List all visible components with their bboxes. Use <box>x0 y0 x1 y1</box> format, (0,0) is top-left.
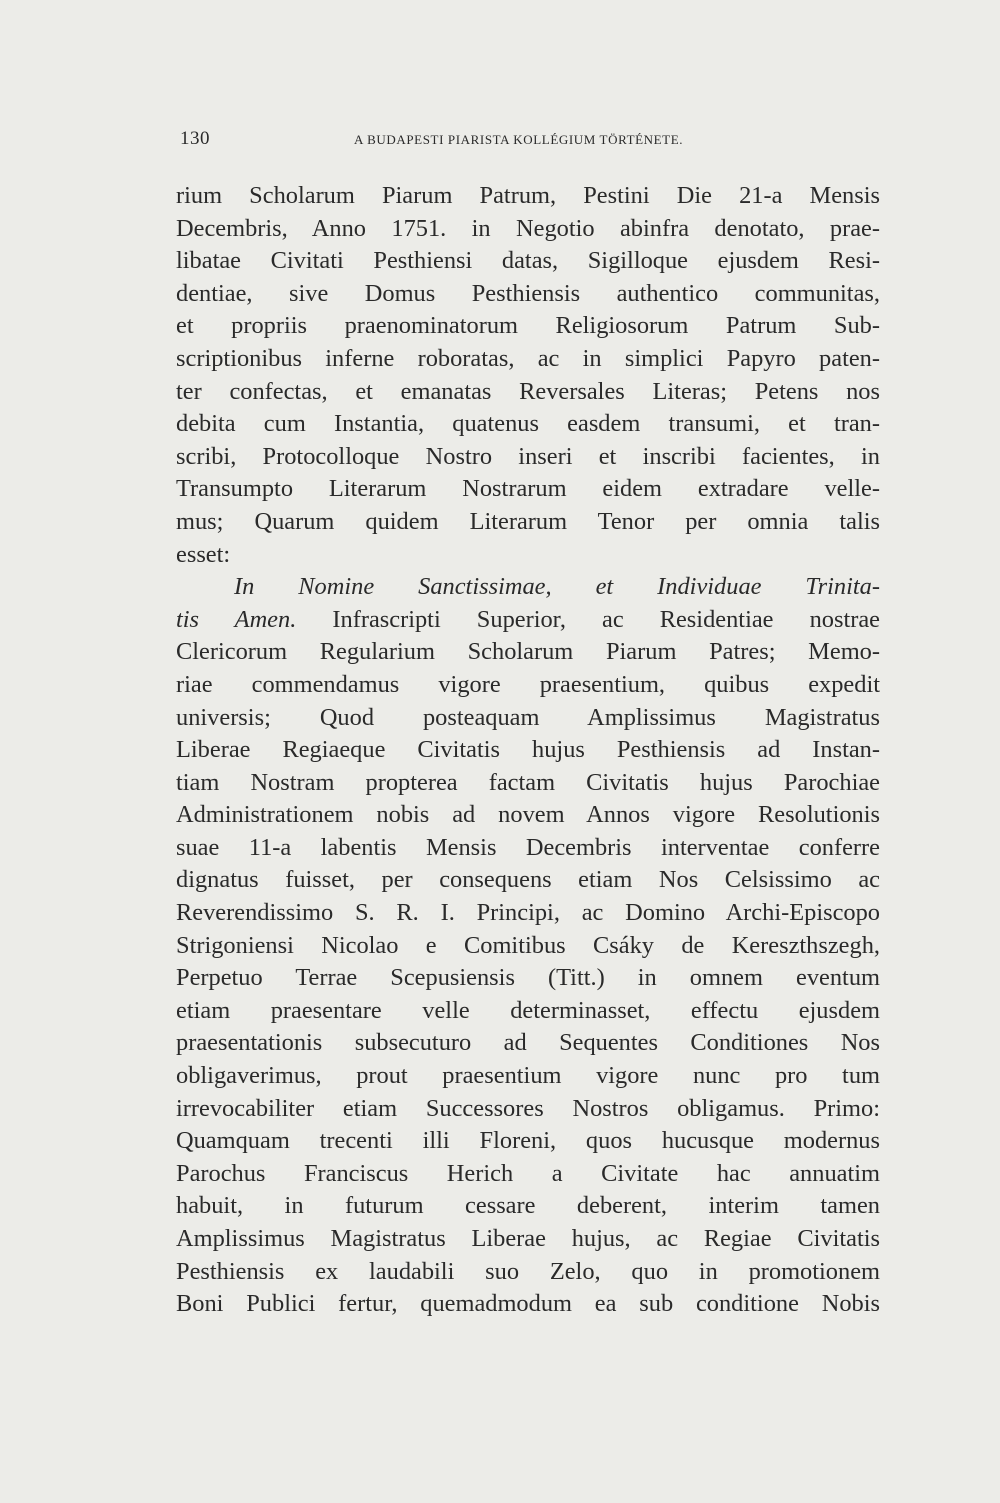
text-line: Transumpto Literarum Nostrarum eidem extradare velle- <box>176 475 880 503</box>
invocation-italic-end: tis Amen. <box>176 605 297 633</box>
text-line: Parochus Franciscus Herich a Civitate hac annuatim <box>176 1159 880 1187</box>
running-head <box>180 128 880 152</box>
page-number: 130 <box>180 128 210 149</box>
text-line: Amplissimus Magistratus Liberae hujus, ac Regiae Civitatis <box>176 1225 880 1252</box>
text-line: universis; Quod posteaquam Amplissimus Magistratus <box>176 703 880 731</box>
text-line: riae commendamus vigore praesentium, quibus expedit <box>176 670 880 698</box>
text-line: mus; Quarum quidem Literarum Tenor per omnia talis <box>176 507 880 535</box>
text-line: scriptionibus inferne roboratas, ac in simplici Papyro paten- <box>176 344 880 372</box>
text-line: Clericorum Regularium Scholarum Piarum Patres; Memo- <box>176 638 880 666</box>
text-line: et propriis praenominatorum Religiosorum Patrum Sub- <box>176 312 880 340</box>
text-line: scribi, Protocolloque Nostro inseri et inscribi facientes, in <box>176 442 880 470</box>
text-line: rium Scholarum Piarum Patrum, Pestini Die 21-a Mensis <box>176 182 880 209</box>
text-line: tiam Nostram propterea factam Civitatis hujus Parochiae <box>176 768 880 796</box>
text-line: Perpetuo Terrae Scepusiensis (Titt.) in omnem eventum <box>176 964 880 992</box>
text-line: Strigoniensi Nicolao e Comitibus Csáky de Kereszthszegh, <box>176 931 880 959</box>
text-line: Boni Publici fertur, quemadmodum ea sub conditione Nobis <box>176 1290 880 1318</box>
text-line: Liberae Regiaeque Civitatis hujus Pesthiensis ad Instan- <box>176 736 880 764</box>
text-line: esset: <box>176 540 231 568</box>
text-line: suae 11-a labentis Mensis Decembris interventae conferre <box>176 833 880 861</box>
text-line: Pesthiensis ex laudabili suo Zelo, quo in promotionem <box>176 1257 880 1285</box>
invocation-rest: Infrascripti Superior, ac Residentiae nostrae <box>296 605 880 633</box>
text-line: Reverendissimo S. R. I. Principi, ac Domino Archi-Episcopo <box>176 899 880 927</box>
text-line: praesentationis subsecuturo ad Sequentes Conditiones Nos <box>176 1029 880 1057</box>
body-text <box>176 180 880 1321</box>
text-line: ter confectas, et emanatas Reversales Literas; Petens nos <box>176 377 880 405</box>
text-line: libatae Civitati Pesthiensi datas, Sigilloque ejusdem Resi- <box>176 247 880 275</box>
text-line: Quamquam trecenti illi Floreni, quos hucusque modernus <box>176 1127 880 1155</box>
text-line: dignatus fuisset, per consequens etiam Nos Celsissimo ac <box>176 866 880 894</box>
invocation-continuation <box>176 604 880 637</box>
text-line: obligaverimus, prout praesentium vigore nunc pro tum <box>176 1062 880 1090</box>
text-line: irrevocabiliter etiam Successores Nostros obligamus. Primo: <box>176 1094 880 1122</box>
text-line: debita cum Instantia, quatenus easdem transumi, et tran- <box>176 410 880 438</box>
invocation-italic: In Nomine Sanctissimae, et Individuae Trinita- <box>234 573 880 601</box>
text-line: etiam praesentare velle determinasset, effectu ejusdem <box>176 996 880 1024</box>
invocation-line <box>176 571 880 604</box>
text-line: habuit, in futurum cessare deberent, interim tamen <box>176 1192 880 1220</box>
text-line: dentiae, sive Domus Pesthiensis authentico communitas, <box>176 279 880 307</box>
running-title: A BUDAPESTI PIARISTA KOLLÉGIUM TÖRTÉNETE. <box>354 132 684 147</box>
text-line: Administrationem nobis ad novem Annos vigore Resolutionis <box>176 801 880 829</box>
text-line: Decembris, Anno 1751. in Negotio abinfra denotato, prae- <box>176 214 880 242</box>
